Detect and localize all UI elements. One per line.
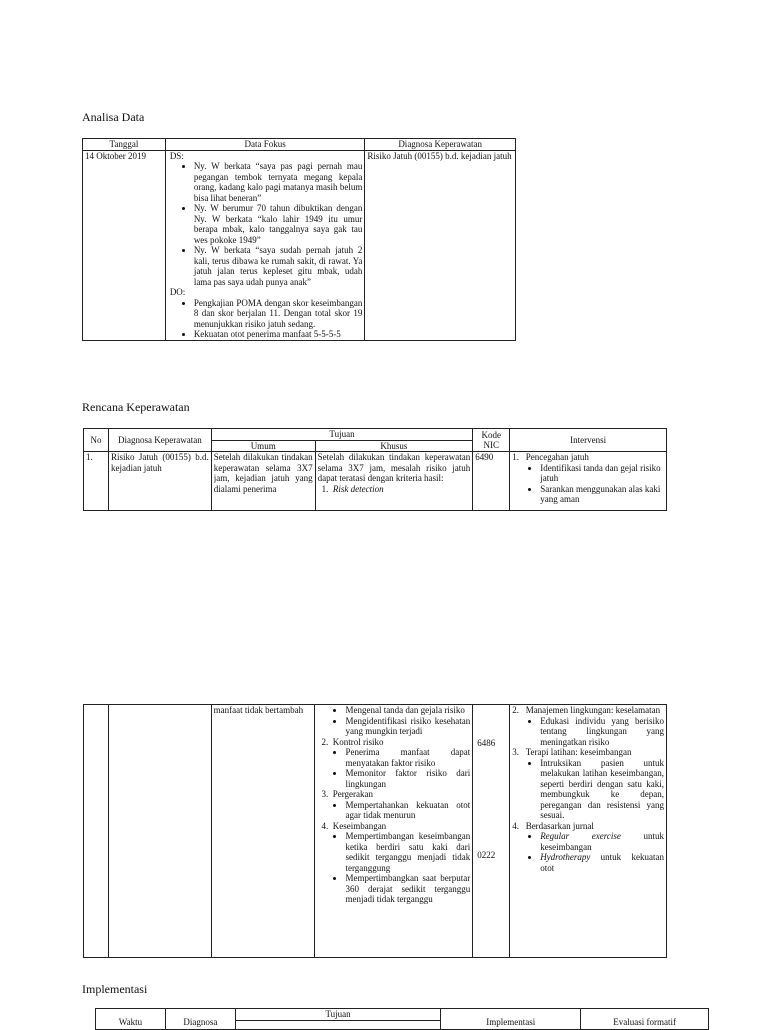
cell-intervensi [510, 452, 667, 511]
intervensi-item-4-title: Berdasarkan jurnal [525, 820, 594, 831]
ds-list [170, 161, 363, 287]
intervensi-item-1-title: Pencegahan jatuh [525, 452, 589, 462]
khusus-subitem: • Mempertimbangan keseimbangan ketika berdiri satu kaki dari sedikit terganggu menjadi tidak terganggung [345, 831, 470, 873]
diagnosa-value: Risiko Jatuh (00155) b.d. kejadian jatuh [367, 150, 512, 161]
khusus-subitem: • Penerima manfaat dapat menyatakan faktor risiko [345, 747, 470, 768]
khusus-subitem: • Mengidentifikasi risiko kesehatan yang mungkin terjadi [345, 716, 470, 737]
khusus-1-list [317, 705, 470, 737]
section-title-implementasi: Implementasi [82, 982, 148, 996]
intervensi-2-list [512, 716, 664, 748]
intervensi-3-list [512, 758, 664, 821]
intervensi-subitem [540, 852, 664, 873]
header-tanggal: Tanggal [83, 139, 166, 151]
intervensi-item-3: 3. Terapi latihan: keseimbangan [512, 747, 632, 757]
khusus-subitem: • Mengenal tanda dan gejala risiko [345, 705, 470, 716]
header-diagnosa-impl: Diagnosa [165, 1009, 235, 1030]
ds-item: • Ny. W berkata “saya sudah pernah jatuh 2 kali, terus dibawa ke rumah sakit, di rawat. Ya jatuh jalan terus kepleset gitu mbak, udah lama pas saya udah punya anak” [194, 245, 363, 287]
implementasi-table [95, 1008, 709, 1030]
header-intervensi: Intervensi [510, 429, 667, 452]
khusus-subitem: • Mempertimbangkan saat berputar 360 derajat sedikit terganggu menjadi tidak terganggu [345, 873, 470, 905]
ds-item: • Ny. W berumur 70 tahun dibuktikan dengan Ny. W berkata “kalo lahir 1949 itu umur berapa mbak, kalo tanggalnya saya gak tau wes pokoke 1949” [194, 203, 363, 245]
intervensi-subitem [540, 831, 664, 852]
cell-khusus [315, 452, 473, 511]
cell-data-fokus [165, 150, 365, 340]
header-tujuan-impl-label: Tujuan [325, 1009, 351, 1019]
header-waktu: Waktu [96, 1009, 166, 1030]
cell-no: 1. [84, 452, 109, 511]
intervensi-1-list [512, 463, 664, 505]
cell-umum [211, 452, 315, 511]
analisa-table [82, 138, 516, 341]
header-data-fokus: Data Fokus [165, 139, 365, 151]
intervensi-4-list [512, 831, 664, 873]
cell-umum-cont: manfaat tidak bertambah [211, 705, 315, 958]
header-tujuan: Tujuan [211, 429, 472, 441]
cell-diagnosa-cont [108, 705, 211, 958]
do-list [170, 298, 363, 340]
header-diagnosa: Diagnosa Keperawatan [365, 139, 516, 151]
umum-text: Setelah dilakukan tindakan keperawatan selama 3X7 jam, kejadian jatuh yang dialami penerima [213, 452, 313, 494]
jurnal-regular-exercise: Regular exercise [540, 831, 621, 841]
section-title-analisa: Analisa Data [82, 110, 145, 124]
cell-kode-cont [473, 705, 510, 958]
khusus-item-3: 3. Pergerakan [321, 789, 374, 799]
jurnal-regular-exercise-rest: untuk keseimbangan [540, 831, 664, 852]
jurnal-hydrotherapy-rest: untuk kekuatan otot [540, 852, 664, 873]
header-evaluasi-formatif: Evaluasi formatif [581, 1009, 709, 1030]
intervensi-subitem: • Sarankan menggunakan alas kaki yang aman [540, 484, 664, 505]
intervensi-item-1: 1. Pencegahan jatuh [512, 452, 589, 462]
kode-6486: 6486 [477, 738, 496, 748]
khusus-intro: Setelah dilakukan tindakan keperawatan selama 3X7 jam, mesalah risiko jatuh dapat teratasi dengan kriteria hasil: [317, 452, 471, 483]
khusus-subitem: • Memonitor faktor risiko dari lingkungan [345, 768, 470, 789]
header-implementasi: Implementasi [441, 1009, 581, 1030]
cell-khusus-cont [315, 705, 473, 958]
intervensi-subitem: • Intruksikan pasien untuk melakukan latihan keseimbangan, seperti berdiri dengan satu kaki, membungkuk ke depan, peregangan dan resistensi yang sesuai. [540, 758, 664, 821]
do-label: DO: [169, 287, 186, 297]
header-kode-nic: Kode NIC [473, 429, 510, 452]
khusus-item-2-title: Kontrol risiko [332, 736, 384, 747]
khusus-item-1-title: Risk detection [332, 483, 384, 494]
khusus-item-3-title: Pergerakan [332, 789, 374, 799]
cell-diagnosa: Risiko Jatuh (00155) b.d. kejadian jatuh [108, 452, 211, 511]
khusus-2-list [317, 747, 470, 789]
intervensi-item-2: 2. Manajemen lingkungan: keselamatan [512, 705, 661, 715]
cell-tanggal [83, 150, 166, 340]
intervensi-subitem: • Identifikasi tanda dan gejal risiko jatuh [540, 463, 664, 484]
intervensi-item-3-title: Terapi latihan: keseimbangan [525, 747, 632, 757]
khusus-item-1: 1. Risk detection [321, 483, 384, 494]
rencana-table-continued [83, 704, 667, 958]
header-diagnosa-keperawatan: Diagnosa Keperawatan [108, 429, 211, 452]
intervensi-item-2-title: Manajemen lingkungan: keselamatan [525, 705, 661, 715]
cell-kode: 6490 [473, 452, 510, 511]
header-no: No [84, 429, 109, 452]
khusus-subitem: • Mempertahankan kekuatan otot agar tidak menurun [345, 800, 470, 821]
khusus-4-list [317, 831, 470, 905]
header-tujuan-impl [235, 1009, 441, 1030]
ds-label: DS: [169, 150, 184, 161]
cell-intervensi-cont [510, 705, 667, 958]
kode-0222: 0222 [477, 850, 496, 860]
header-umum: Umum [211, 440, 315, 452]
tanggal-value: 14 Oktober 2019 [85, 150, 146, 161]
intervensi-subitem: • Edukasi individu yang berisiko tentang lingkungan yang meningatkan risiko [540, 716, 664, 748]
khusus-item-4-title: Keseimbangan [332, 820, 387, 831]
intervensi-item-4: 4. Berdasarkan jurnal [512, 820, 594, 831]
header-khusus: Khusus [315, 440, 473, 452]
rencana-table [83, 428, 667, 511]
cell-no-cont [84, 705, 109, 958]
jurnal-hydrotherapy: Hydrotherapy [540, 852, 591, 862]
cell-diagnosa [365, 150, 516, 340]
section-title-rencana: Rencana Keperawatan [82, 400, 190, 414]
do-item: • Pengkajian POMA dengan skor keseimbangan 8 dan skor berjalan 11. Dengan total skor 19 menunjukkan risiko jatuh sedang. [194, 298, 363, 330]
do-item: • Kekuatan otot penerima manfaat 5-5-5-5 [194, 329, 363, 340]
khusus-item-2: 2. Kontrol risiko [321, 736, 384, 747]
ds-item: • Ny. W berkata “saya pas pagi pernah mau pegangan tembok ternyata megang kepala orang, kadang kalo pagi matanya masih belum bisa lihat beneran” [194, 161, 363, 203]
khusus-item-4: 4. Keseimbangan [321, 820, 387, 831]
khusus-3-list [317, 800, 470, 821]
